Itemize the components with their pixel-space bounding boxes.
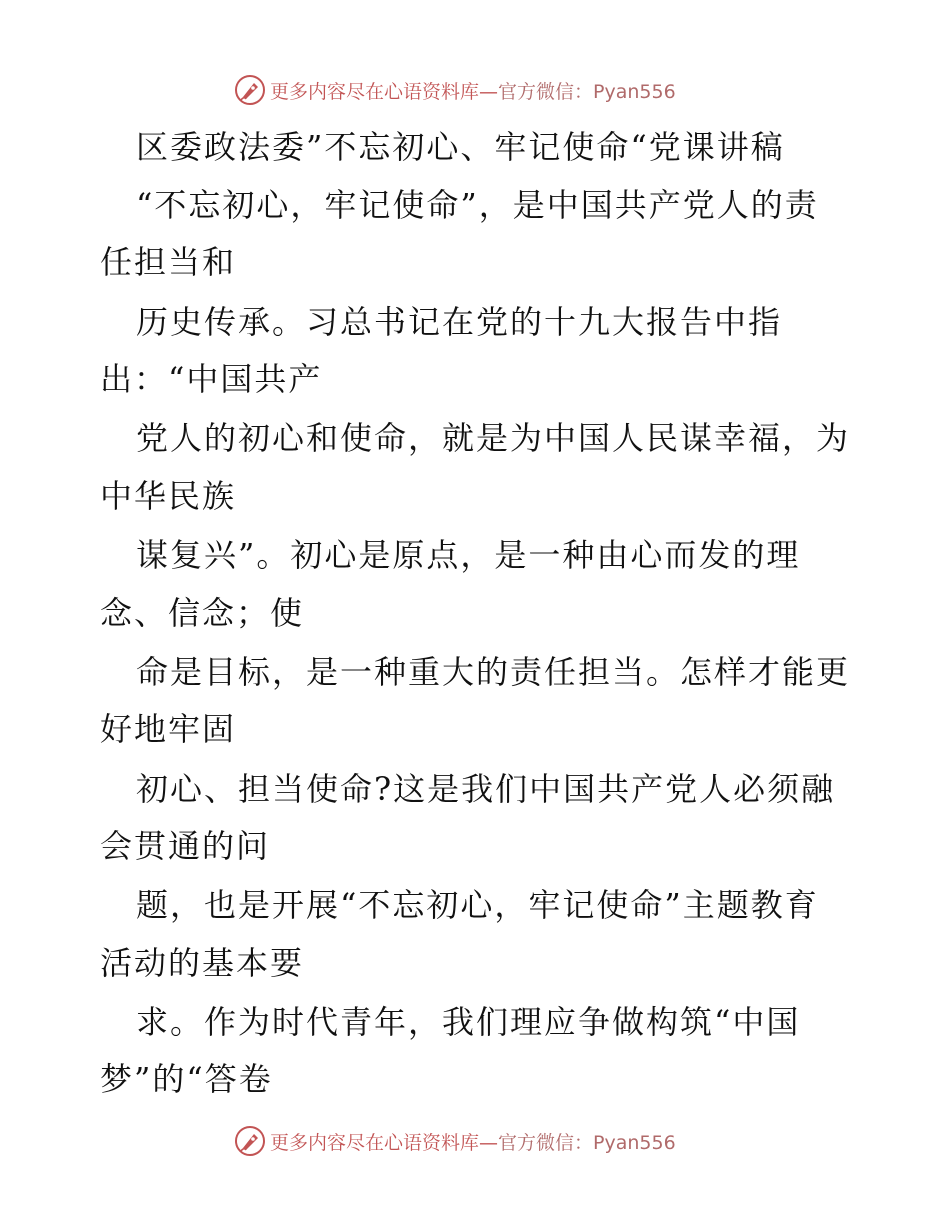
watermark-site: 更多内容尽在心语资料库— (270, 1131, 499, 1154)
paragraph-line: 求。作为时代青年，我们理应争做构筑“中国 (136, 1003, 801, 1041)
paragraph-line: 命是目标，是一种重大的责任担当。怎样才能更 (136, 653, 851, 691)
paragraph-line: 题，也是开展“不忘初心，牢记使命”主题教育 (136, 886, 819, 924)
footer-watermark (234, 1124, 734, 1158)
paragraph-line: 出：“中国共产 (100, 360, 323, 398)
watermark-wechat: 官方微信：Pyan556 (498, 80, 676, 103)
paragraph-line: 会贯通的问 (100, 827, 271, 865)
paragraph-line: 任担当和 (100, 243, 237, 281)
paragraph-line: 好地牢固 (100, 710, 237, 748)
paragraph-line: “不忘初心，牢记使命”，是中国共产党人的责 (136, 186, 819, 224)
paragraph-line: 党人的初心和使命，就是为中国人民谋幸福，为 (136, 419, 851, 457)
watermark-wechat: 官方微信：Pyan556 (498, 1131, 676, 1154)
pen-nib-logo-icon (234, 1125, 266, 1157)
paragraph-line: 中华民族 (100, 477, 237, 515)
watermark-text (270, 1128, 676, 1155)
paragraph-line: 念、信念；使 (100, 594, 305, 632)
watermark-site: 更多内容尽在心语资料库— (270, 80, 499, 103)
paragraph-line: 初心、担当使命?这是我们中国共产党人必须融 (136, 770, 836, 808)
paragraph-line: 谋复兴”。初心是原点，是一种由心而发的理 (136, 536, 801, 574)
paragraph-line: 梦”的“答卷 (100, 1060, 273, 1098)
doc-title: 区委政法委”不忘初心、牢记使命“党课讲稿 (136, 128, 785, 166)
paragraph-line: 活动的基本要 (100, 944, 305, 982)
paragraph-line: 历史传承。习总书记在党的十九大报告中指 (136, 303, 783, 341)
